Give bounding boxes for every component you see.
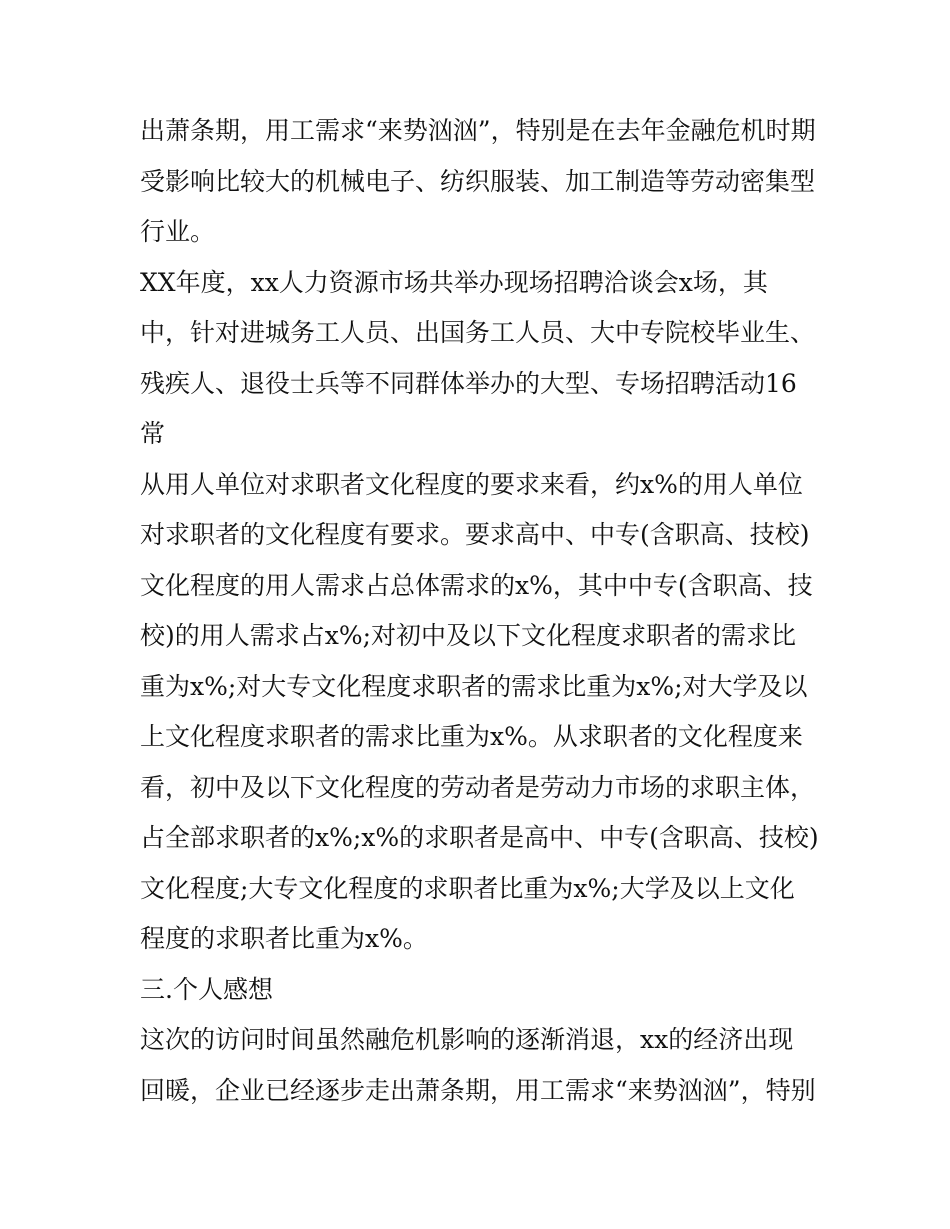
document-body [140,106,820,1116]
text-line-7: 常 [140,419,166,448]
text-line-11: 校)的用人需求占x%;对初中及以下文化程度求职者的需求比 [140,621,797,650]
text-line-12: 重为x%;对大专文化程度求职者的需求比重为x%;对大学及以 [140,671,808,701]
text-line-14: 看，初中及以下文化程度的劳动者是劳动力市场的求职主体， [140,772,816,802]
text-line-16: 文化程度;大专文化程度的求职者比重为x%;大学及以上文化 [140,873,795,903]
text-line-13: 上文化程度求职者的需求比重为x%。从求职者的文化程度来 [140,722,803,751]
text-line-5: 中，针对进城务工人员、出国务工人员、大中专院校毕业生、 [140,318,816,347]
text-line-17: 程度的求职者比重为x%。 [140,924,428,953]
text-line-2: 受影响比较大的机械电子、纺织服装、加工制造等劳动密集型 [140,166,816,196]
text-line-6: 残疾人、退役士兵等不同群体举办的大型、专场招聘活动16 [140,368,797,398]
text-line-20: 回暖，企业已经逐步走出萧条期，用工需求“来势汹汹”，特别 [140,1075,816,1105]
text-line-1: 出萧条期，用工需求“来势汹汹”，特别是在去年金融危机时期 [140,116,816,145]
section-heading: 三.个人感想 [140,974,273,1004]
text-line-3: 行业。 [140,217,216,246]
text-line-4: XX年度，xx人力资源市场共举办现场招聘洽谈会x场，其 [140,267,768,297]
text-line-10: 文化程度的用人需求占总体需求的x%，其中中专(含职高、技 [140,570,813,600]
text-line-19: 这次的访问时间虽然融危机影响的逐渐消退，xx的经济出现 [140,1025,794,1054]
text-line-8: 从用人单位对求职者文化程度的要求来看，约x%的用人单位 [140,469,803,499]
text-line-15: 占全部求职者的x%;x%的求职者是高中、中专(含职高、技校) [140,823,819,852]
text-line-9: 对求职者的文化程度有要求。要求高中、中专(含职高、技校) [140,520,810,549]
